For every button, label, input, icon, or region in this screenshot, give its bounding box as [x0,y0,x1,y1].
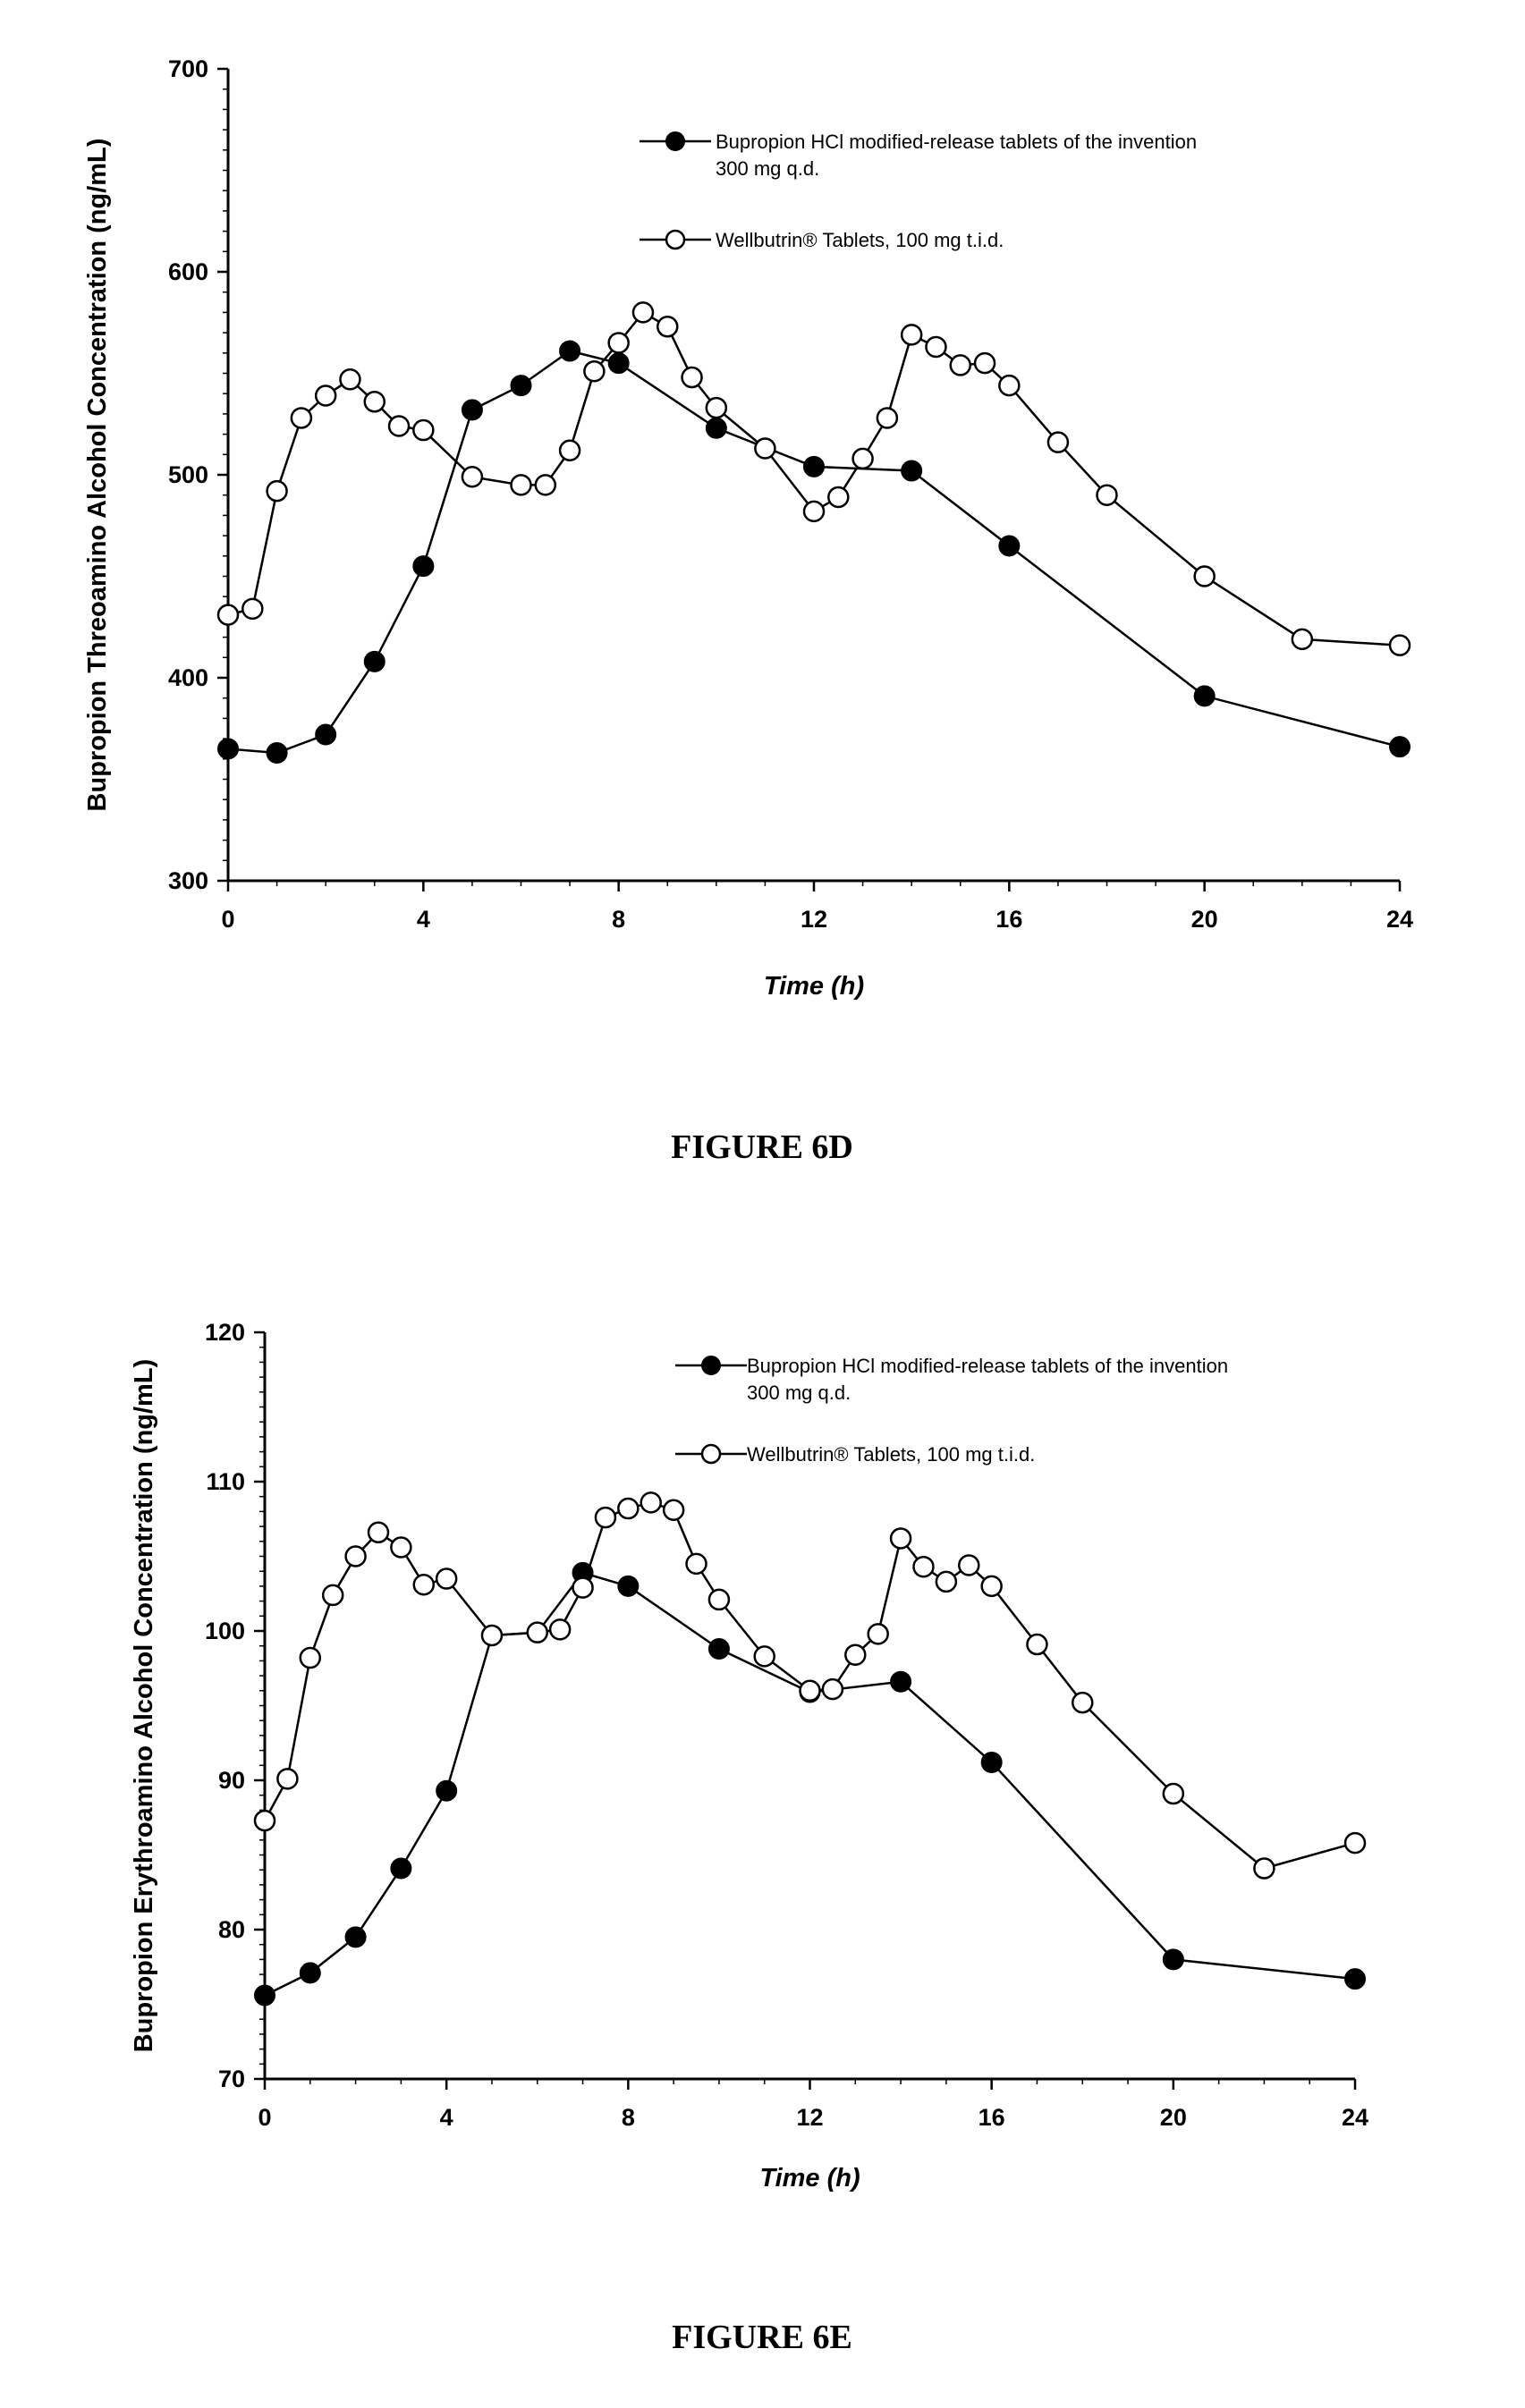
data-point-open [1254,1859,1274,1879]
data-point-open [365,392,385,411]
x-axis-title: Time (h) [763,972,865,1001]
data-point-open [346,1547,366,1567]
data-point-open [482,1626,502,1645]
legend-marker-filled [666,132,684,150]
data-point-open [316,385,335,405]
data-point-open [804,502,824,521]
data-point-open [609,333,629,352]
data-point-filled [1164,1949,1183,1969]
legend-marker-open [702,1445,720,1463]
y-tick-label: 500 [167,461,208,488]
data-point-filled [255,1985,275,2005]
data-point-open [936,1572,956,1592]
data-point-filled [709,1639,729,1659]
data-point-open [255,1811,275,1830]
data-point-open [584,361,604,381]
data-point-open [1292,629,1312,649]
data-point-open [1097,486,1117,505]
data-point-open [1390,636,1410,655]
legend-marker-open [666,231,684,249]
legend-label-modified-release: Bupropion HCl modified-release tablets of the invention [716,131,1198,153]
data-point-filled [891,1672,911,1692]
data-point-open [413,420,433,440]
data-point-open [823,1679,843,1699]
data-point-open [267,481,287,501]
y-tick-label: 600 [167,258,208,285]
data-point-open [436,1569,456,1589]
data-point-open [1164,1784,1183,1804]
data-point-open [414,1575,434,1594]
data-point-open [512,475,531,494]
legend-label-wellbutrin: Wellbutrin® Tablets, 100 mg t.i.d. [747,1443,1036,1466]
data-point-open [709,1590,729,1610]
data-point-filled [346,1927,366,1947]
data-point-filled [1390,737,1410,756]
data-point-open [560,441,580,460]
data-point-open [755,1646,775,1666]
data-point-filled [267,743,287,763]
data-point-filled [365,652,385,672]
data-point-filled [1195,686,1215,706]
x-tick-label: 12 [796,2104,824,2131]
data-point-filled [1345,1969,1365,1989]
data-point-open [687,1554,707,1574]
series-line-modified-release [265,1573,1355,1996]
data-point-filled [462,400,482,419]
x-tick-label: 16 [978,2104,1005,2131]
x-tick-label: 16 [995,906,1023,933]
data-point-open [877,408,897,427]
x-axis-title: Time (h) [759,2164,860,2193]
data-point-open [664,1500,683,1520]
x-tick-label: 0 [258,2104,272,2131]
y-axis-title: Bupropion Threoamino Alcohol Concentration (ng/mL) [83,138,112,812]
figure-caption: FIGURE 6E [672,2319,852,2356]
x-tick-label: 8 [612,906,626,933]
data-point-open [340,369,360,389]
chart-figure-6d [83,55,1413,1166]
legend-label-wellbutrin: Wellbutrin® Tablets, 100 mg t.i.d. [716,229,1004,251]
data-point-open [218,605,238,625]
data-point-open [618,1499,638,1518]
data-point-open [682,368,702,387]
y-tick-label: 90 [217,1767,245,1794]
data-point-open [845,1645,865,1665]
data-point-filled [512,376,531,395]
data-point-open [389,417,409,436]
data-point-open [391,1537,411,1557]
data-point-open [1345,1833,1365,1853]
data-point-filled [413,556,433,576]
x-tick-label: 20 [1159,2104,1187,2131]
data-point-open [323,1585,343,1605]
x-tick-label: 4 [416,906,430,933]
data-point-open [1072,1693,1092,1712]
data-point-open [951,355,970,375]
data-point-open [528,1623,547,1643]
data-point-open [853,449,873,469]
data-point-filled [804,457,824,477]
data-point-open [902,325,921,344]
data-point-filled [560,342,580,361]
legend-label-dose-qd: 300 mg q.d. [716,157,820,180]
data-point-open [707,398,726,418]
data-point-open [891,1528,911,1548]
data-point-open [975,353,995,373]
y-axis-title: Bupropion Erythroamino Alcohol Concentration (ng/mL) [130,1358,158,2053]
data-point-open [536,475,555,494]
data-point-filled [609,353,629,373]
data-point-open [801,1681,820,1701]
data-point-open [369,1523,388,1542]
data-point-open [1027,1635,1046,1654]
data-point-open [462,467,482,486]
data-point-filled [316,725,335,745]
data-point-open [959,1556,979,1576]
chart-figure-6e [130,1319,1368,2356]
y-tick-label: 300 [167,867,208,894]
data-point-filled [218,739,238,758]
data-point-filled [301,1963,320,1982]
x-tick-label: 24 [1385,906,1414,933]
legend-label-dose-qd: 300 mg q.d. [747,1381,851,1404]
data-point-filled [707,418,726,438]
y-tick-label: 120 [204,1319,245,1346]
data-point-open [596,1508,615,1527]
data-point-filled [902,460,921,480]
data-point-filled [618,1576,638,1596]
y-tick-label: 70 [217,2066,245,2092]
data-point-open [755,438,775,458]
data-point-open [242,599,262,619]
series-line-wellbutrin [228,312,1400,645]
x-tick-label: 24 [1341,2104,1369,2131]
data-point-open [292,408,311,427]
data-point-open [999,376,1019,395]
data-point-open [1195,567,1215,587]
series-line-modified-release [228,351,1400,754]
legend-label-modified-release: Bupropion HCl modified-release tablets of the invention [747,1355,1229,1377]
y-tick-label: 700 [167,55,208,82]
x-tick-label: 20 [1190,906,1218,933]
y-tick-label: 110 [206,1468,245,1495]
y-tick-label: 400 [167,664,208,691]
x-tick-label: 4 [439,2104,453,2131]
data-point-open [868,1624,888,1643]
x-tick-label: 8 [621,2104,635,2131]
data-point-open [926,337,945,357]
data-point-filled [999,536,1019,555]
data-point-open [913,1557,933,1576]
data-point-open [657,317,677,336]
data-point-open [641,1492,661,1512]
data-point-open [301,1648,320,1668]
data-point-filled [391,1859,411,1879]
data-point-open [982,1576,1002,1596]
data-point-open [277,1769,297,1788]
data-point-open [633,302,653,322]
data-point-filled [436,1781,456,1801]
legend-marker-filled [702,1356,720,1374]
y-tick-label: 80 [217,1916,245,1943]
data-point-open [573,1578,593,1598]
data-point-open [550,1619,570,1639]
x-tick-label: 0 [221,906,235,933]
x-tick-label: 12 [800,906,828,933]
y-tick-label: 100 [204,1618,245,1644]
data-point-open [828,487,848,507]
data-point-filled [982,1753,1002,1772]
figure-caption: FIGURE 6D [671,1128,853,1166]
data-point-open [1048,433,1068,452]
